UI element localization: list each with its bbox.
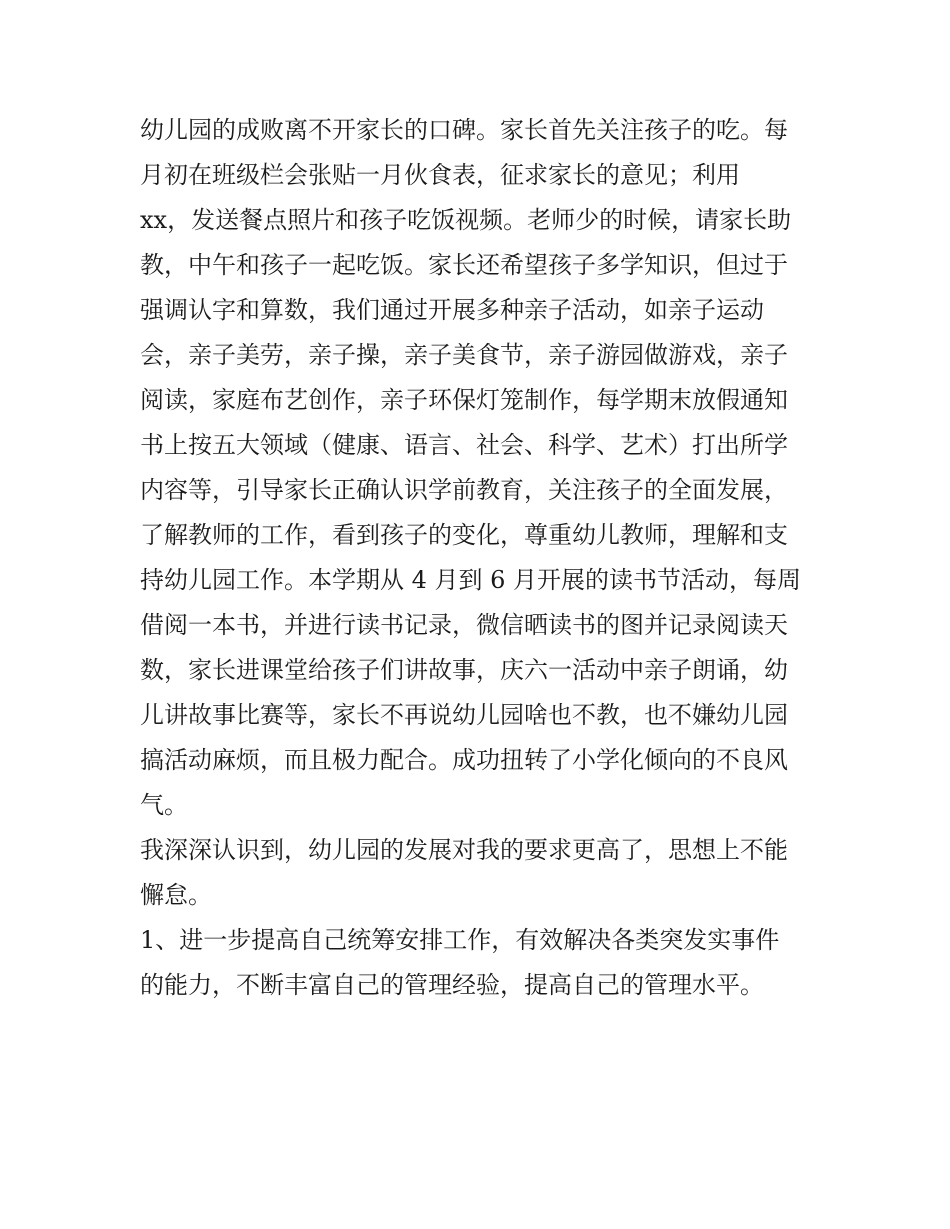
text-line: 月初在班级栏会张贴一月伙食表，征求家长的意见；利用 — [140, 161, 740, 189]
text-line: 我深深认识到，幼儿园的发展对我的要求更高了，思想上不能 — [140, 836, 788, 864]
text-line: 幼儿园的成败离不开家长的口碑。家长首先关注孩子的吃。每 — [140, 116, 788, 144]
text-line: 了解教师的工作，看到孩子的变化，尊重幼儿教师，理解和支 — [140, 521, 788, 549]
text-line: 1、进一步提高自己统筹安排工作，有效解决各类突发实事件 — [140, 926, 780, 954]
text-line: 的能力，不断丰富自己的管理经验，提高自己的管理水平。 — [140, 971, 764, 999]
text-line: 懈怠。 — [140, 881, 212, 909]
paragraph-3 — [140, 918, 820, 1008]
text-line: 会，亲子美劳，亲子操，亲子美食节，亲子游园做游戏，亲子 — [140, 341, 788, 369]
text-line: 搞活动麻烦，而且极力配合。成功扭转了小学化倾向的不良风 — [140, 746, 788, 774]
text-line: 数，家长进课堂给孩子们讲故事，庆六一活动中亲子朗诵，幼 — [140, 656, 788, 684]
text-line: 借阅一本书，并进行读书记录，微信晒读书的图并记录阅读天 — [140, 611, 788, 639]
paragraph-1 — [140, 108, 820, 828]
text-line: 教，中午和孩子一起吃饭。家长还希望孩子多学知识，但过于 — [140, 251, 788, 279]
text-line: 强调认字和算数，我们通过开展多种亲子活动，如亲子运动 — [140, 296, 764, 324]
document-body — [140, 108, 820, 1008]
text-line: xx，发送餐点照片和孩子吃饭视频。老师少的时候，请家长助 — [140, 206, 792, 234]
text-line: 书上按五大领域（健康、语言、社会、科学、艺术）打出所学 — [140, 431, 788, 459]
text-line: 儿讲故事比赛等，家长不再说幼儿园啥也不教，也不嫌幼儿园 — [140, 701, 788, 729]
text-line: 内容等，引导家长正确认识学前教育，关注孩子的全面发展， — [140, 476, 788, 504]
text-line: 持幼儿园工作。本学期从 4 月到 6 月开展的读书节活动，每周 — [140, 566, 802, 594]
paragraph-2 — [140, 828, 820, 918]
text-line: 阅读，家庭布艺创作，亲子环保灯笼制作，每学期末放假通知 — [140, 386, 788, 414]
text-line: 气。 — [140, 791, 188, 819]
